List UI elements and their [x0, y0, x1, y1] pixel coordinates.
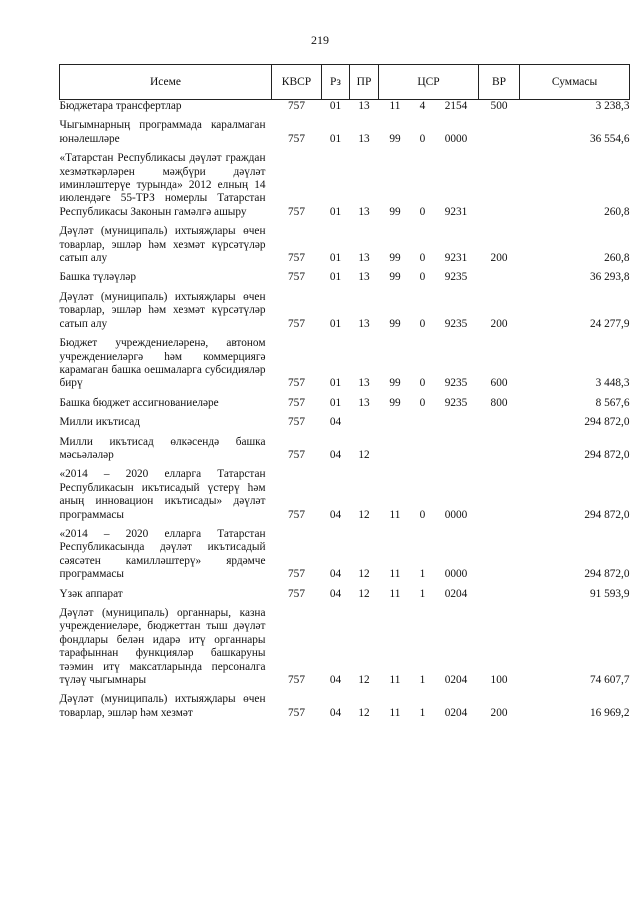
cell-sum: 91 593,9	[589, 587, 630, 600]
cell-pr: 12	[358, 706, 370, 719]
cell-name: Дәүләт (муниципаль) ихтыяҗлары өчен товарлар, эшләр һәм хезмәт күрсәтүләр сатып алу	[59, 225, 266, 265]
table-row	[60, 462, 630, 522]
header-rz: Рз	[322, 65, 350, 100]
cell-c3: 9235	[444, 377, 468, 390]
cell-rz: 01	[329, 132, 342, 145]
cell-c3: 0000	[444, 508, 468, 521]
cell-c3: 9235	[444, 396, 468, 409]
table-row	[60, 285, 630, 331]
cell-vr	[479, 430, 520, 463]
cell-name: «2014 – 2020 елларга Татарстан Республикасын икътисадый үстерү һәм аның инновацион икътисады» дәүләт программасы	[59, 468, 266, 521]
cell-c2: 4	[419, 100, 426, 112]
cell-kvsr: 757	[288, 252, 305, 265]
cell-kvsr: 757	[288, 706, 305, 719]
cell-rz: 04	[329, 416, 342, 429]
cell-sum: 24 277,9	[589, 317, 630, 330]
cell-c2: 0	[419, 317, 426, 330]
cell-pr: 12	[358, 587, 370, 600]
cell-c2: 0	[419, 252, 426, 265]
cell-rz: 01	[329, 396, 342, 409]
cell-c2: 0	[419, 396, 426, 409]
cell-c1: 99	[389, 377, 401, 390]
cell-name: Бюджет учреждениеләренә, автоном учреждениеләргә һәм коммерциягә карамаган башка оешмаларга субсидияләр бирү	[59, 337, 266, 390]
header-kvsr: КВСР	[272, 65, 322, 100]
table-row	[60, 410, 630, 429]
cell-c3: 0204	[444, 674, 468, 687]
cell-kvsr: 757	[288, 100, 305, 112]
cell-vr: 200	[490, 252, 508, 265]
cell-c3: 0204	[444, 706, 468, 719]
header-pr: ПР	[350, 65, 379, 100]
cell-name: Милли икътисад	[59, 416, 141, 429]
cell-pr: 12	[358, 568, 370, 581]
cell-vr: 600	[490, 377, 508, 390]
cell-c1: 11	[389, 100, 401, 112]
cell-name: Чыгымнарның программада каралмаган юнәлешләре	[59, 119, 266, 145]
cell-c2: 1	[419, 568, 426, 581]
table-row	[60, 391, 630, 410]
cell-name: «2014 – 2020 елларга Татарстан Республикасында дәүләт икътисадый сәясәтен камилләштерү» ярдәмче программасы	[59, 527, 266, 581]
cell-c2: 0	[419, 271, 426, 284]
cell-sum: 8 567,6	[595, 396, 630, 409]
cell-name: Бюджетара трансфертлар	[59, 100, 182, 112]
cell-vr	[479, 146, 520, 219]
table-row	[60, 687, 630, 720]
cell-c3: 0000	[444, 568, 468, 581]
cell-c1: 99	[389, 132, 401, 145]
header-vr: ВР	[479, 65, 520, 100]
cell-rz: 01	[329, 205, 342, 218]
cell-kvsr: 757	[288, 317, 305, 330]
cell-c2	[412, 430, 434, 463]
cell-pr: 12	[358, 448, 370, 461]
cell-c2: 1	[419, 587, 426, 600]
cell-vr	[479, 265, 520, 284]
cell-sum: 294 872,0	[584, 568, 630, 581]
cell-vr	[479, 462, 520, 522]
cell-kvsr: 757	[288, 416, 305, 429]
cell-pr: 12	[358, 508, 370, 521]
cell-c1: 99	[389, 252, 401, 265]
cell-pr: 13	[358, 205, 370, 218]
cell-c2: 1	[419, 674, 426, 687]
cell-c2: 0	[419, 377, 426, 390]
cell-c1: 99	[389, 396, 401, 409]
cell-rz: 04	[329, 568, 342, 581]
budget-table	[59, 64, 630, 720]
cell-pr: 13	[358, 317, 370, 330]
cell-pr: 13	[358, 100, 370, 112]
cell-name: Милли икътисад өлкәсендә башка мәсьәләләр	[59, 435, 266, 461]
cell-kvsr: 757	[288, 205, 305, 218]
table-row	[60, 430, 630, 463]
cell-sum: 3 238,3	[595, 100, 630, 112]
cell-c2	[412, 410, 434, 429]
cell-rz: 01	[329, 271, 342, 284]
cell-vr: 100	[490, 674, 508, 687]
cell-rz: 04	[329, 448, 342, 461]
cell-c3: 0000	[444, 132, 468, 145]
cell-rz: 04	[329, 587, 342, 600]
cell-pr: 13	[358, 252, 370, 265]
cell-c3: 9231	[444, 205, 468, 218]
cell-rz: 04	[329, 508, 342, 521]
header-sum: Суммасы	[520, 65, 630, 100]
cell-name: Башка бюджет ассигнованиеләре	[59, 396, 219, 409]
cell-vr: 200	[490, 706, 508, 719]
cell-sum: 260,8	[604, 252, 630, 265]
cell-pr: 13	[358, 377, 370, 390]
cell-c1: 11	[389, 508, 401, 521]
cell-rz: 01	[329, 377, 342, 390]
table-row	[60, 100, 630, 114]
cell-c3: 9235	[444, 317, 468, 330]
table-row	[60, 601, 630, 687]
cell-vr: 500	[490, 100, 508, 112]
cell-name: «Татарстан Республикасы дәүләт граждан хезмәткәрләрен мәҗбүри дәүләт иминләштерүе турында» 2012 елның 14 июлендәге 55-ТРЗ номерлы Татарстан Республикасы Законын гамәлгә ашыру	[59, 152, 266, 218]
cell-kvsr: 757	[288, 587, 305, 600]
cell-c2: 0	[419, 508, 426, 521]
table-header	[60, 65, 630, 100]
cell-c3	[434, 410, 479, 429]
cell-c1: 99	[389, 271, 401, 284]
cell-kvsr: 757	[288, 568, 305, 581]
cell-vr	[479, 522, 520, 582]
cell-vr	[479, 410, 520, 429]
cell-kvsr: 757	[288, 271, 305, 284]
cell-sum: 260,8	[604, 205, 630, 218]
cell-sum: 74 607,7	[589, 674, 630, 687]
cell-pr: 13	[358, 271, 370, 284]
cell-pr: 13	[358, 132, 370, 145]
cell-sum: 294 872,0	[584, 416, 630, 429]
cell-c3: 9235	[444, 271, 468, 284]
table-row	[60, 582, 630, 601]
cell-c2: 0	[419, 132, 426, 145]
cell-c1: 11	[389, 674, 401, 687]
cell-kvsr: 757	[288, 396, 305, 409]
cell-name: Үзәк аппарат	[59, 587, 123, 600]
cell-c1: 11	[389, 706, 401, 719]
cell-kvsr: 757	[288, 132, 305, 145]
cell-sum: 16 969,2	[589, 706, 630, 719]
table-row	[60, 331, 630, 391]
cell-c3: 2154	[444, 100, 468, 112]
cell-sum: 36 554,6	[589, 132, 630, 145]
cell-name: Дәүләт (муниципаль) ихтыяҗлары өчен товарлар, эшләр һәм хезмәт күрсәтүләр сатып алу	[59, 290, 266, 330]
table-row	[60, 522, 630, 582]
cell-c1: 11	[389, 568, 401, 581]
cell-vr: 800	[490, 396, 508, 409]
cell-c2: 0	[419, 205, 426, 218]
cell-name: Башка түләүләр	[59, 271, 137, 284]
header-name: Исеме	[60, 65, 272, 100]
cell-kvsr: 757	[288, 674, 305, 687]
cell-sum: 294 872,0	[584, 508, 630, 521]
cell-vr	[479, 113, 520, 146]
cell-sum: 36 293,8	[589, 271, 630, 284]
cell-c2: 1	[419, 706, 426, 719]
cell-c1	[379, 430, 412, 463]
header-csr: ЦСР	[379, 65, 479, 100]
cell-rz: 04	[329, 674, 342, 687]
cell-rz: 01	[329, 100, 342, 112]
cell-rz: 01	[329, 252, 342, 265]
cell-vr: 200	[490, 317, 508, 330]
table-row	[60, 113, 630, 146]
cell-name: Дәүләт (муниципаль) органнары, казна учреждениеләре, бюджеттан тыш дәүләт фондлары белән идарә итү органнары тарафыннан функцияләр башкаруны тәэмин итү максатларында персоналга түләү чыгымнары	[59, 607, 266, 687]
table-row	[60, 146, 630, 219]
page-number: 219	[311, 33, 329, 47]
table-row	[60, 219, 630, 265]
cell-pr: 13	[358, 396, 370, 409]
cell-c3	[434, 430, 479, 463]
cell-rz: 04	[329, 706, 342, 719]
cell-c3: 9231	[444, 252, 468, 265]
cell-kvsr: 757	[288, 448, 305, 461]
cell-kvsr: 757	[288, 508, 305, 521]
cell-c1: 99	[389, 205, 401, 218]
table-body	[60, 100, 630, 721]
cell-c3: 0204	[444, 587, 468, 600]
cell-rz: 01	[329, 317, 342, 330]
cell-kvsr: 757	[288, 377, 305, 390]
table-row	[60, 265, 630, 284]
cell-pr: 12	[358, 674, 370, 687]
cell-sum: 294 872,0	[584, 448, 630, 461]
cell-c1: 99	[389, 317, 401, 330]
cell-c1	[379, 410, 412, 429]
cell-pr	[350, 410, 379, 429]
cell-vr	[479, 582, 520, 601]
cell-name: Дәүләт (муниципаль) ихтыяҗлары өчен товарлар, эшләр һәм хезмәт	[59, 693, 266, 719]
cell-c1: 11	[389, 587, 401, 600]
cell-sum: 3 448,3	[595, 377, 630, 390]
